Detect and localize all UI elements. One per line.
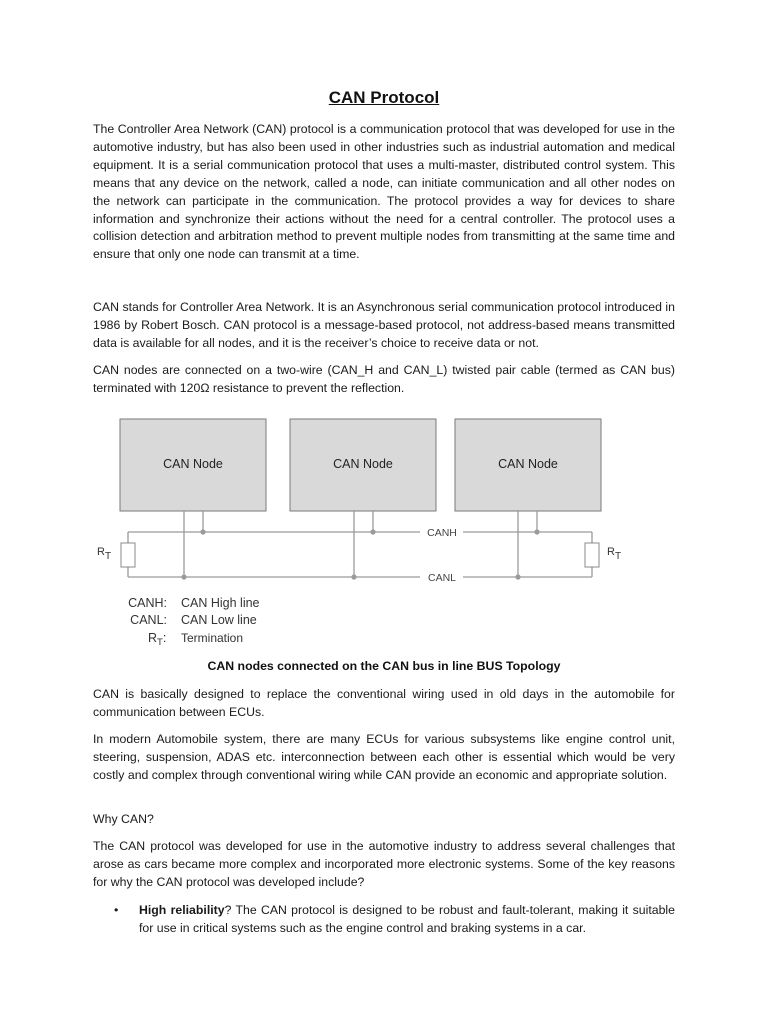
why-paragraph: The CAN protocol was developed for use in the automotive industry to address several challenges that arose as cars became more complex and incorporated more electronic systems. Some of the key reasons for why the CAN protocol was developed include?	[93, 839, 675, 889]
right-rt-label: RT	[607, 546, 622, 562]
modern-paragraph: In modern Automobile system, there are many ECUs for various subsystems like engine control unit, steering, suspension, ADAS etc. interconnection between each other is essential which would be very costly and complex through conventional wiring while CAN provide an economic and appropriate solution.	[93, 732, 675, 782]
diagram-caption: CAN nodes connected on the CAN bus in line BUS Topology	[207, 659, 561, 673]
junction-dot	[200, 529, 205, 534]
canl-label: CANL	[427, 572, 457, 584]
junction-dot	[370, 529, 375, 534]
can-node-label-3: CAN Node	[498, 457, 558, 471]
bullet-text	[139, 902, 675, 938]
bullet-bold: High reliability	[139, 903, 225, 917]
junction-dot	[515, 574, 520, 579]
legend-key-canl: CANL:	[130, 613, 167, 627]
left-resistor-icon	[121, 543, 135, 567]
right-resistor-icon	[585, 543, 599, 567]
why-heading: Why CAN?	[93, 812, 154, 826]
junction-dot	[181, 574, 186, 579]
bullet-body: ? The CAN protocol is designed to be robust and fault-tolerant, making it suitable for use in critical systems such as the engine control and braking systems in a car.	[139, 903, 676, 935]
junction-dot	[534, 529, 539, 534]
page-title: CAN Protocol	[328, 88, 440, 107]
legend-value-canh: CAN High line	[181, 596, 260, 610]
replace-paragraph: CAN is basically designed to replace the conventional wiring used in old days in the automobile for communication between ECUs.	[93, 687, 675, 719]
legend-key-rt: $R_T$:	[148, 631, 167, 648]
canh-label: CANH	[427, 527, 457, 539]
nodes-paragraph: CAN nodes are connected on a two-wire (CAN_H and CAN_L) twisted pair cable (termed as CAN bus) terminated with 120Ω resistance to prevent the reflection.	[93, 363, 675, 395]
stands-for-paragraph: CAN stands for Controller Area Network. It is an Asynchronous serial communication protocol introduced in 1986 by Robert Bosch. CAN protocol is a message-based protocol, not address-based means transmitted data is available for all nodes, and it is the receiver’s choice to receive data or not.	[93, 300, 675, 350]
left-rt-label: RT	[97, 546, 112, 562]
intro-paragraph: The Controller Area Network (CAN) protocol is a communication protocol that was developed for use in the automotive industry, but has also been used in other industries such as industrial automation and medical equipment. It is a serial communication protocol that uses a multi-master, distributed control system. This means that any device on the network, called a node, can initiate communication and all other nodes on the network can participate in the communication. The protocol provides a way for devices to share information and synchronize their actions without the need for a central controller. The protocol uses a collision detection and arbitration method to prevent multiple nodes from transmitting at the same time and ensure that only one node can transmit at a time.	[93, 122, 675, 262]
junction-dot	[351, 574, 356, 579]
bullet-marker: •	[114, 903, 119, 917]
legend-key-canh: CANH:	[128, 596, 167, 610]
legend-value-rt: Termination	[181, 631, 244, 645]
legend-value-canl: CAN Low line	[181, 613, 257, 627]
can-node-label-2: CAN Node	[333, 457, 393, 471]
can-node-label-1: CAN Node	[163, 457, 223, 471]
